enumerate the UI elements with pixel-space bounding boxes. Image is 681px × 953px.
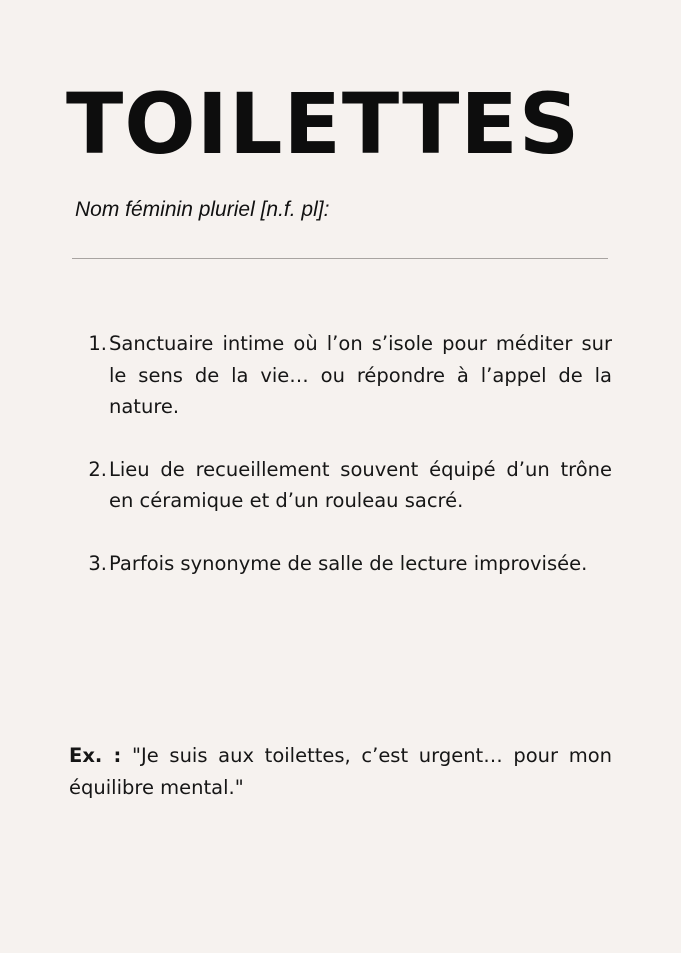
definition-text: Sanctuaire intime où l’on s’isole pour méditer sur le sens de la vie… ou répondre à l’appel de la nature.	[109, 332, 612, 418]
example-text: "Je suis aux toilettes, c’est urgent… pour mon équilibre mental."	[69, 744, 612, 799]
definition-text: Lieu de recueillement souvent équipé d’un trône en céramique et d’un rouleau sacré.	[109, 457, 612, 512]
usage-example	[69, 740, 612, 803]
definition-item-3	[72, 548, 612, 580]
definition-number: 2.	[88, 457, 107, 481]
definition-number: 1.	[88, 332, 107, 355]
definition-item-2	[72, 454, 612, 517]
example-label: Ex. :	[69, 744, 122, 767]
grammar-subtitle: Nom féminin pluriel [n.f. pl]:	[75, 198, 330, 221]
page-title: TOILETTES	[66, 75, 581, 173]
definition-item-1	[72, 328, 612, 423]
divider-line	[72, 258, 608, 259]
definition-number: 3.	[88, 551, 107, 575]
definition-text: Parfois synonyme de salle de lecture improvisée.	[109, 551, 588, 575]
definition-list	[72, 328, 612, 579]
